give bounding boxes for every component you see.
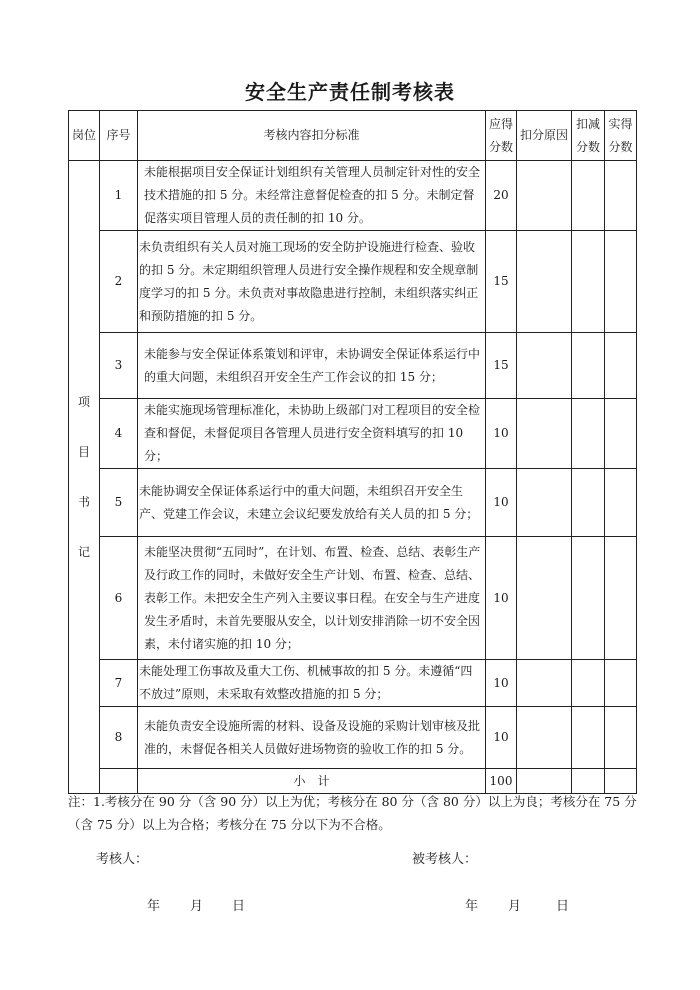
reason-cell[interactable] <box>517 660 572 707</box>
row-content: 未能处理工伤事故及重大工伤、机械事故的扣 5 分。未遵循“四不放过”原则，未采取有效整改措施的扣 5 分； <box>138 660 486 707</box>
header-actual: 实得分数 <box>605 111 637 161</box>
table-row <box>69 537 637 660</box>
row-content: 未能负责安全设施所需的材料、设备及设施的采购计划审核及批准的，未督促各相关人员做好进场物资的验收工作的扣 5 分。 <box>138 707 486 769</box>
actual-cell[interactable] <box>605 399 637 469</box>
header-seq: 序号 <box>100 111 138 161</box>
row-score: 10 <box>486 469 517 537</box>
assessee-date-month: 月 <box>508 899 522 914</box>
header-content: 考核内容扣分标准 <box>138 111 486 161</box>
deduct-cell[interactable] <box>572 161 605 231</box>
reason-cell[interactable] <box>517 469 572 537</box>
table-row <box>69 469 637 537</box>
row-content: 未负责组织有关人员对施工现场的安全防护设施进行检查、验收的扣 5 分。未定期组织管理人员进行安全操作规程和安全规章制度学习的扣 5 分。未负责对事故隐患进行控制，未组织落实纠正和预防措施的扣 5 分。 <box>138 231 486 333</box>
header-due-score: 应得分数 <box>486 111 517 161</box>
reason-cell[interactable] <box>517 231 572 333</box>
row-seq: 7 <box>100 660 138 707</box>
deduct-cell[interactable] <box>572 399 605 469</box>
row-seq: 6 <box>100 537 138 660</box>
row-seq: 8 <box>100 707 138 769</box>
reason-cell[interactable] <box>517 333 572 399</box>
row-content: 未能实施现场管理标准化，未协助上级部门对工程项目的安全检查和督促，未督促项目各管理人员进行安全资料填写的扣 10 分； <box>138 399 486 469</box>
position-name: 项目书记 <box>77 395 90 559</box>
actual-cell[interactable] <box>605 161 637 231</box>
assessee-label: 被考核人： <box>412 852 478 867</box>
reason-cell[interactable] <box>517 537 572 660</box>
assessee-date-year: 年 <box>465 899 479 914</box>
row-seq: 5 <box>100 469 138 537</box>
subtotal-label: 小 计 <box>138 769 486 794</box>
deduct-cell[interactable] <box>572 707 605 769</box>
deduct-cell[interactable] <box>572 469 605 537</box>
actual-cell[interactable] <box>605 333 637 399</box>
table-row <box>69 399 637 469</box>
reason-cell[interactable] <box>517 161 572 231</box>
row-score: 10 <box>486 707 517 769</box>
grading-note: 注：1.考核分在 90 分（含 90 分）以上为优；考核分在 80 分（含 80 分）以上为良；考核分在 75 分（含 75 分）以上为合格；考核分在 75 分以下为不合格。 <box>68 794 637 832</box>
table-row <box>69 161 637 231</box>
row-score: 15 <box>486 231 517 333</box>
deduct-cell[interactable] <box>572 231 605 333</box>
row-content: 未能协调安全保证体系运行中的重大问题，未组织召开安全生产、党建工作会议，未建立会议纪要发放给有关人员的扣 5 分； <box>138 469 486 537</box>
reason-cell[interactable] <box>517 707 572 769</box>
assessor-date-month: 月 <box>190 899 204 914</box>
subtotal-score: 100 <box>486 769 517 794</box>
assessor-label: 考核人： <box>96 852 149 867</box>
row-score: 20 <box>486 161 517 231</box>
header-reason: 扣分原因 <box>517 111 572 161</box>
actual-cell[interactable] <box>605 537 637 660</box>
deduct-cell[interactable] <box>572 333 605 399</box>
header-deduct: 扣减分数 <box>572 111 605 161</box>
row-score: 10 <box>486 399 517 469</box>
row-score: 10 <box>486 537 517 660</box>
actual-cell[interactable] <box>605 660 637 707</box>
row-seq: 4 <box>100 399 138 469</box>
table-row <box>69 333 637 399</box>
reason-cell[interactable] <box>517 399 572 469</box>
assessor-date-day: 日 <box>232 899 246 914</box>
row-content: 未能根据项目安全保证计划组织有关管理人员制定针对性的安全技术措施的扣 5 分。未经常注意督促检查的扣 5 分。未制定督促落实项目管理人员的责任制的扣 10 分。 <box>138 161 486 231</box>
header-position: 岗位 <box>69 111 100 161</box>
row-seq: 1 <box>100 161 138 231</box>
deduct-cell[interactable] <box>572 537 605 660</box>
table-row <box>69 707 637 769</box>
assessee-date-day: 日 <box>556 899 570 914</box>
header-row <box>69 111 637 161</box>
row-content: 未能坚决贯彻“五同时”，在计划、布置、检查、总结、表彰生产及行政工作的同时，未做好安全生产计划、布置、检查、总结、表彰工作。未把安全生产列入主要议事日程。在安全与生产进度发生矛盾时，未首先要服从安全，以计划安排消除一切不安全因素，未付诸实施的扣 10 分； <box>138 537 486 660</box>
assessor-date-year: 年 <box>147 899 161 914</box>
position-cell <box>69 161 100 794</box>
assessment-table <box>68 110 637 794</box>
actual-cell[interactable] <box>605 231 637 333</box>
row-score: 10 <box>486 660 517 707</box>
actual-cell[interactable] <box>605 707 637 769</box>
table-row <box>69 231 637 333</box>
row-score: 15 <box>486 333 517 399</box>
row-seq: 3 <box>100 333 138 399</box>
deduct-cell[interactable] <box>572 660 605 707</box>
actual-cell[interactable] <box>605 469 637 537</box>
row-seq: 2 <box>100 231 138 333</box>
row-content: 未能参与安全保证体系策划和评审，未协调安全保证体系运行中的重大问题，未组织召开安全生产工作会议的扣 15 分； <box>138 333 486 399</box>
page-title: 安全生产责任制考核表 <box>245 80 455 104</box>
table-row <box>69 660 637 707</box>
